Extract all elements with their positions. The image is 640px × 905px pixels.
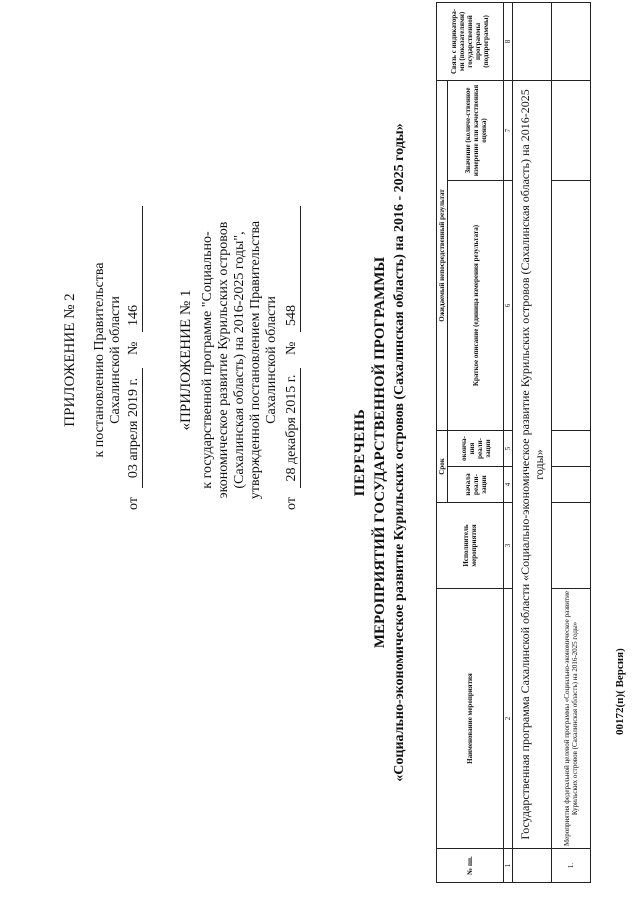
col-number: 8 — [504, 2, 513, 80]
appendix-2-line1: к постановлению Правительства — [92, 262, 107, 458]
appendix-1-block — [170, 195, 340, 525]
col-number: 6 — [504, 180, 513, 430]
header-term-start: начала реали-зации — [448, 467, 504, 503]
heading-subtitle: МЕРОПРИЯТИЙ ГОСУДАРСТВЕННОЙ ПРОГРАММЫ — [372, 256, 388, 649]
row-value — [552, 80, 591, 180]
row-num: 1. — [552, 849, 591, 883]
header-num: № пп. — [437, 849, 504, 883]
appendix-1-no-label: № — [284, 341, 299, 355]
appendix-2-title: ПРИЛОЖЕНИЕ № 2 — [62, 293, 78, 427]
header-result-value: Значение (количе-ственное измерение или качественная оценка) — [448, 80, 504, 180]
header-term-end: оконча-ния реали-зации — [448, 430, 504, 466]
heading-program-name: «Социально-экономическое развитие Курильских островов (Сахалинская область) на 2016 - 2025 годы» — [392, 123, 407, 782]
appendix-1-number: 548 — [284, 206, 301, 332]
col-number: 7 — [504, 80, 513, 180]
row-start — [552, 467, 591, 503]
appendix-2-block — [0, 210, 140, 510]
document-heading — [350, 0, 410, 905]
heading-title: ПЕРЕЧЕНЬ — [352, 408, 368, 497]
appendix-2-date: 03 апреля 2019 г. — [126, 368, 143, 488]
col-number: 1 — [504, 849, 513, 883]
appendix-1-line3: (Сахалинская область) на 2016-2025 годы", — [232, 231, 247, 489]
row-desc — [552, 180, 591, 430]
appendix-2-no-label: № — [126, 341, 141, 355]
header-result-desc: Краткое описание (единица измерения результата) — [448, 180, 504, 430]
row-name: Мероприятия федеральной целевой программы «Социально-экономическое развитие Курильских островов (Сахалинская область) на 2016-2025 годы» — [552, 589, 591, 849]
row-end — [552, 430, 591, 466]
col-number: 5 — [504, 430, 513, 466]
col-number: 3 — [504, 503, 513, 589]
appendix-2-from-label: от — [126, 497, 141, 510]
program-row — [513, 2, 552, 882]
appendix-1-line5: Сахалинской области — [264, 296, 279, 424]
appendix-1-date: 28 декабря 2015 г. — [284, 368, 301, 488]
header-term: Срок — [437, 430, 448, 502]
table-header-row — [437, 2, 448, 882]
appendix-1-line4: утвержденной постановлением Правительства — [248, 220, 263, 500]
header-executor: Исполнитель мероприятия — [437, 503, 504, 589]
header-link: Связь с индикатора-ми (показателями) государственной программы (подпрограммы) — [437, 2, 504, 80]
col-number: 4 — [504, 467, 513, 503]
row-link — [552, 2, 591, 80]
appendix-1-title: «ПРИЛОЖЕНИЕ № 1 — [178, 289, 194, 431]
column-number-row — [504, 2, 513, 882]
table-row — [552, 2, 591, 882]
activities-table — [436, 2, 591, 883]
col-number: 2 — [504, 589, 513, 849]
appendix-2-number: 146 — [126, 206, 143, 332]
appendix-1-from-label: от — [284, 497, 299, 510]
program-row-spacer — [513, 2, 552, 80]
program-row-text: Государственная программа Сахалинской области «Социально-экономическое развитие Курильских островов (Сахалинская область) на 2016-2025 годы» — [513, 80, 552, 848]
header-name: Наименование мероприятия — [437, 589, 504, 849]
appendix-1-line2: экономическое развитие Курильских островов — [216, 221, 231, 499]
row-executor — [552, 503, 591, 589]
appendix-1-line1: к государственной программе "Социально- — [200, 231, 215, 489]
program-row-spacer — [513, 849, 552, 883]
appendix-2-line2: Сахалинской области — [108, 296, 123, 424]
footer-version-code: 00172(п)( Версия) — [614, 648, 626, 735]
header-result: Ожидаемый непосредственный результат — [437, 80, 448, 430]
